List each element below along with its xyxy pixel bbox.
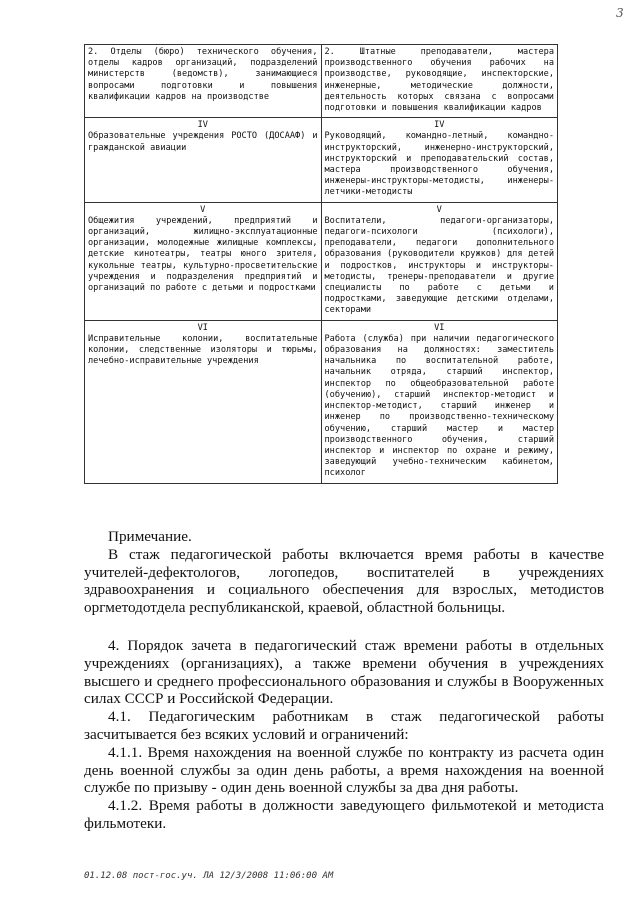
table-cell-position bbox=[321, 202, 558, 320]
cell-text: Исправительные колонии, воспитательные колонии, следственные изоляторы и тюрьмы, лечебно-исправительные учреждения bbox=[88, 333, 318, 367]
note-paragraph: В стаж педагогической работы включается время работы в качестве учителей-дефектологов, логопедов, воспитателей в учреждениях здравоохранения и социального обеспечения для взрослых, методистов оргметодотдела республиканской, краевой, областной больницы. bbox=[84, 545, 604, 617]
cell-text: Общежития учреждений, предприятий и организаций, жилищно-эксплуатационные организации, молодежные жилищные комплексы, детские кинотеатры, театры юного зрителя, кукольные театры, культурно-просветительские учреждения и подразделения предприятий и организаций по работе с детьми и подростками bbox=[88, 215, 318, 294]
cell-text: 2. Отделы (бюро) технического обучения, отделы кадров организаций, подразделений министерств (ведомств), занимающиеся вопросами подготовки и повышения квалификации кадров на производстве bbox=[88, 47, 318, 102]
positions-table bbox=[84, 44, 558, 484]
cell-text: Работа (служба) при наличии педагогического образования на должностях: заместитель начальника по воспитательной работе, начальник отряда, старший инспектор, инспектор по общеобразовательной работе (обучению), старший инспектор-методист и инспектор-методист, старший инженер и инженер по производственно-техническому обучению, старший мастер и мастер производственного обучения, старший инспектор и инспектор по охране и режиму, заведующий учебно-техническим кабинетом, психолог bbox=[324, 333, 554, 479]
table-cell-position bbox=[321, 45, 558, 118]
table-cell-institution bbox=[85, 45, 322, 118]
section-numeral: VI bbox=[197, 322, 208, 333]
cell-text: Руководящий, командно-летный, командно-инструкторский, инженерно-инструкторский, инструкторский и преподавательский состав, мастера производственного обучения, инженеры-инструкторы-методисты, инженеры-летчики-методисты bbox=[324, 131, 554, 198]
cell-text: Воспитатели, педагоги-организаторы, педагоги-психологи (психологи), преподаватели, педагоги дополнительного образования (руководители кружков) для детей и подростков, инструкторы и инструкторы-методисты, тренеры-преподаватели и другие специалисты по работе с детьми и подростками, заведующие детскими отделами, секторами bbox=[324, 215, 554, 316]
paragraph-4-1: 4.1. Педагогическим работникам в стаж педагогической работы засчитывается без всяких условий и ограничений: bbox=[84, 708, 604, 743]
section-numeral: VI bbox=[434, 322, 445, 333]
table-cell-institution bbox=[85, 320, 322, 483]
section-numeral: V bbox=[436, 204, 442, 215]
table-row bbox=[85, 320, 558, 483]
section-numeral: IV bbox=[434, 120, 445, 131]
document-body bbox=[84, 528, 604, 833]
paragraph-4-1-2: 4.1.2. Время работы в должности заведующего фильмотекой и методиста фильмотеки. bbox=[84, 797, 604, 832]
table-cell-position bbox=[321, 118, 558, 202]
paragraph-spacer bbox=[84, 617, 604, 637]
table-row bbox=[85, 118, 558, 202]
cell-text: Образовательные учреждения РОСТО (ДОСААФ) и гражданской авиации bbox=[88, 131, 318, 153]
footer-stamp: 01.12.08 пост-гос.уч. ЛА 12/3/2008 11:06:00 AM bbox=[84, 871, 334, 881]
paragraph-4-1-1: 4.1.1. Время нахождения на военной службе по контракту из расчета один день военной службы за один день работы, а время нахождения на военной службе по призыву - один день военной службы за два дня работы. bbox=[84, 743, 604, 797]
table-row bbox=[85, 45, 558, 118]
cell-text: 2. Штатные преподаватели, мастера производственного обучения рабочих на производстве, руководящие, инспекторские, инженерные, методические должности, деятельность которых связана с вопросами подготовки и повышения квалификации кадров bbox=[324, 47, 554, 114]
section-numeral: V bbox=[200, 204, 206, 215]
table-cell-institution bbox=[85, 118, 322, 202]
note-heading: Примечание. bbox=[108, 528, 192, 545]
table-cell-position bbox=[321, 320, 558, 483]
table-row bbox=[85, 202, 558, 320]
page-number-mark: 3 bbox=[616, 6, 624, 20]
section-numeral: IV bbox=[197, 120, 208, 131]
paragraph-4: 4. Порядок зачета в педагогический стаж времени работы в отдельных учреждениях (организациях), а также времени обучения в учреждениях высшего и среднего профессионального образования и службы в Вооруженных силах СССР и Российской Федерации. bbox=[84, 636, 604, 708]
table-cell-institution bbox=[85, 202, 322, 320]
